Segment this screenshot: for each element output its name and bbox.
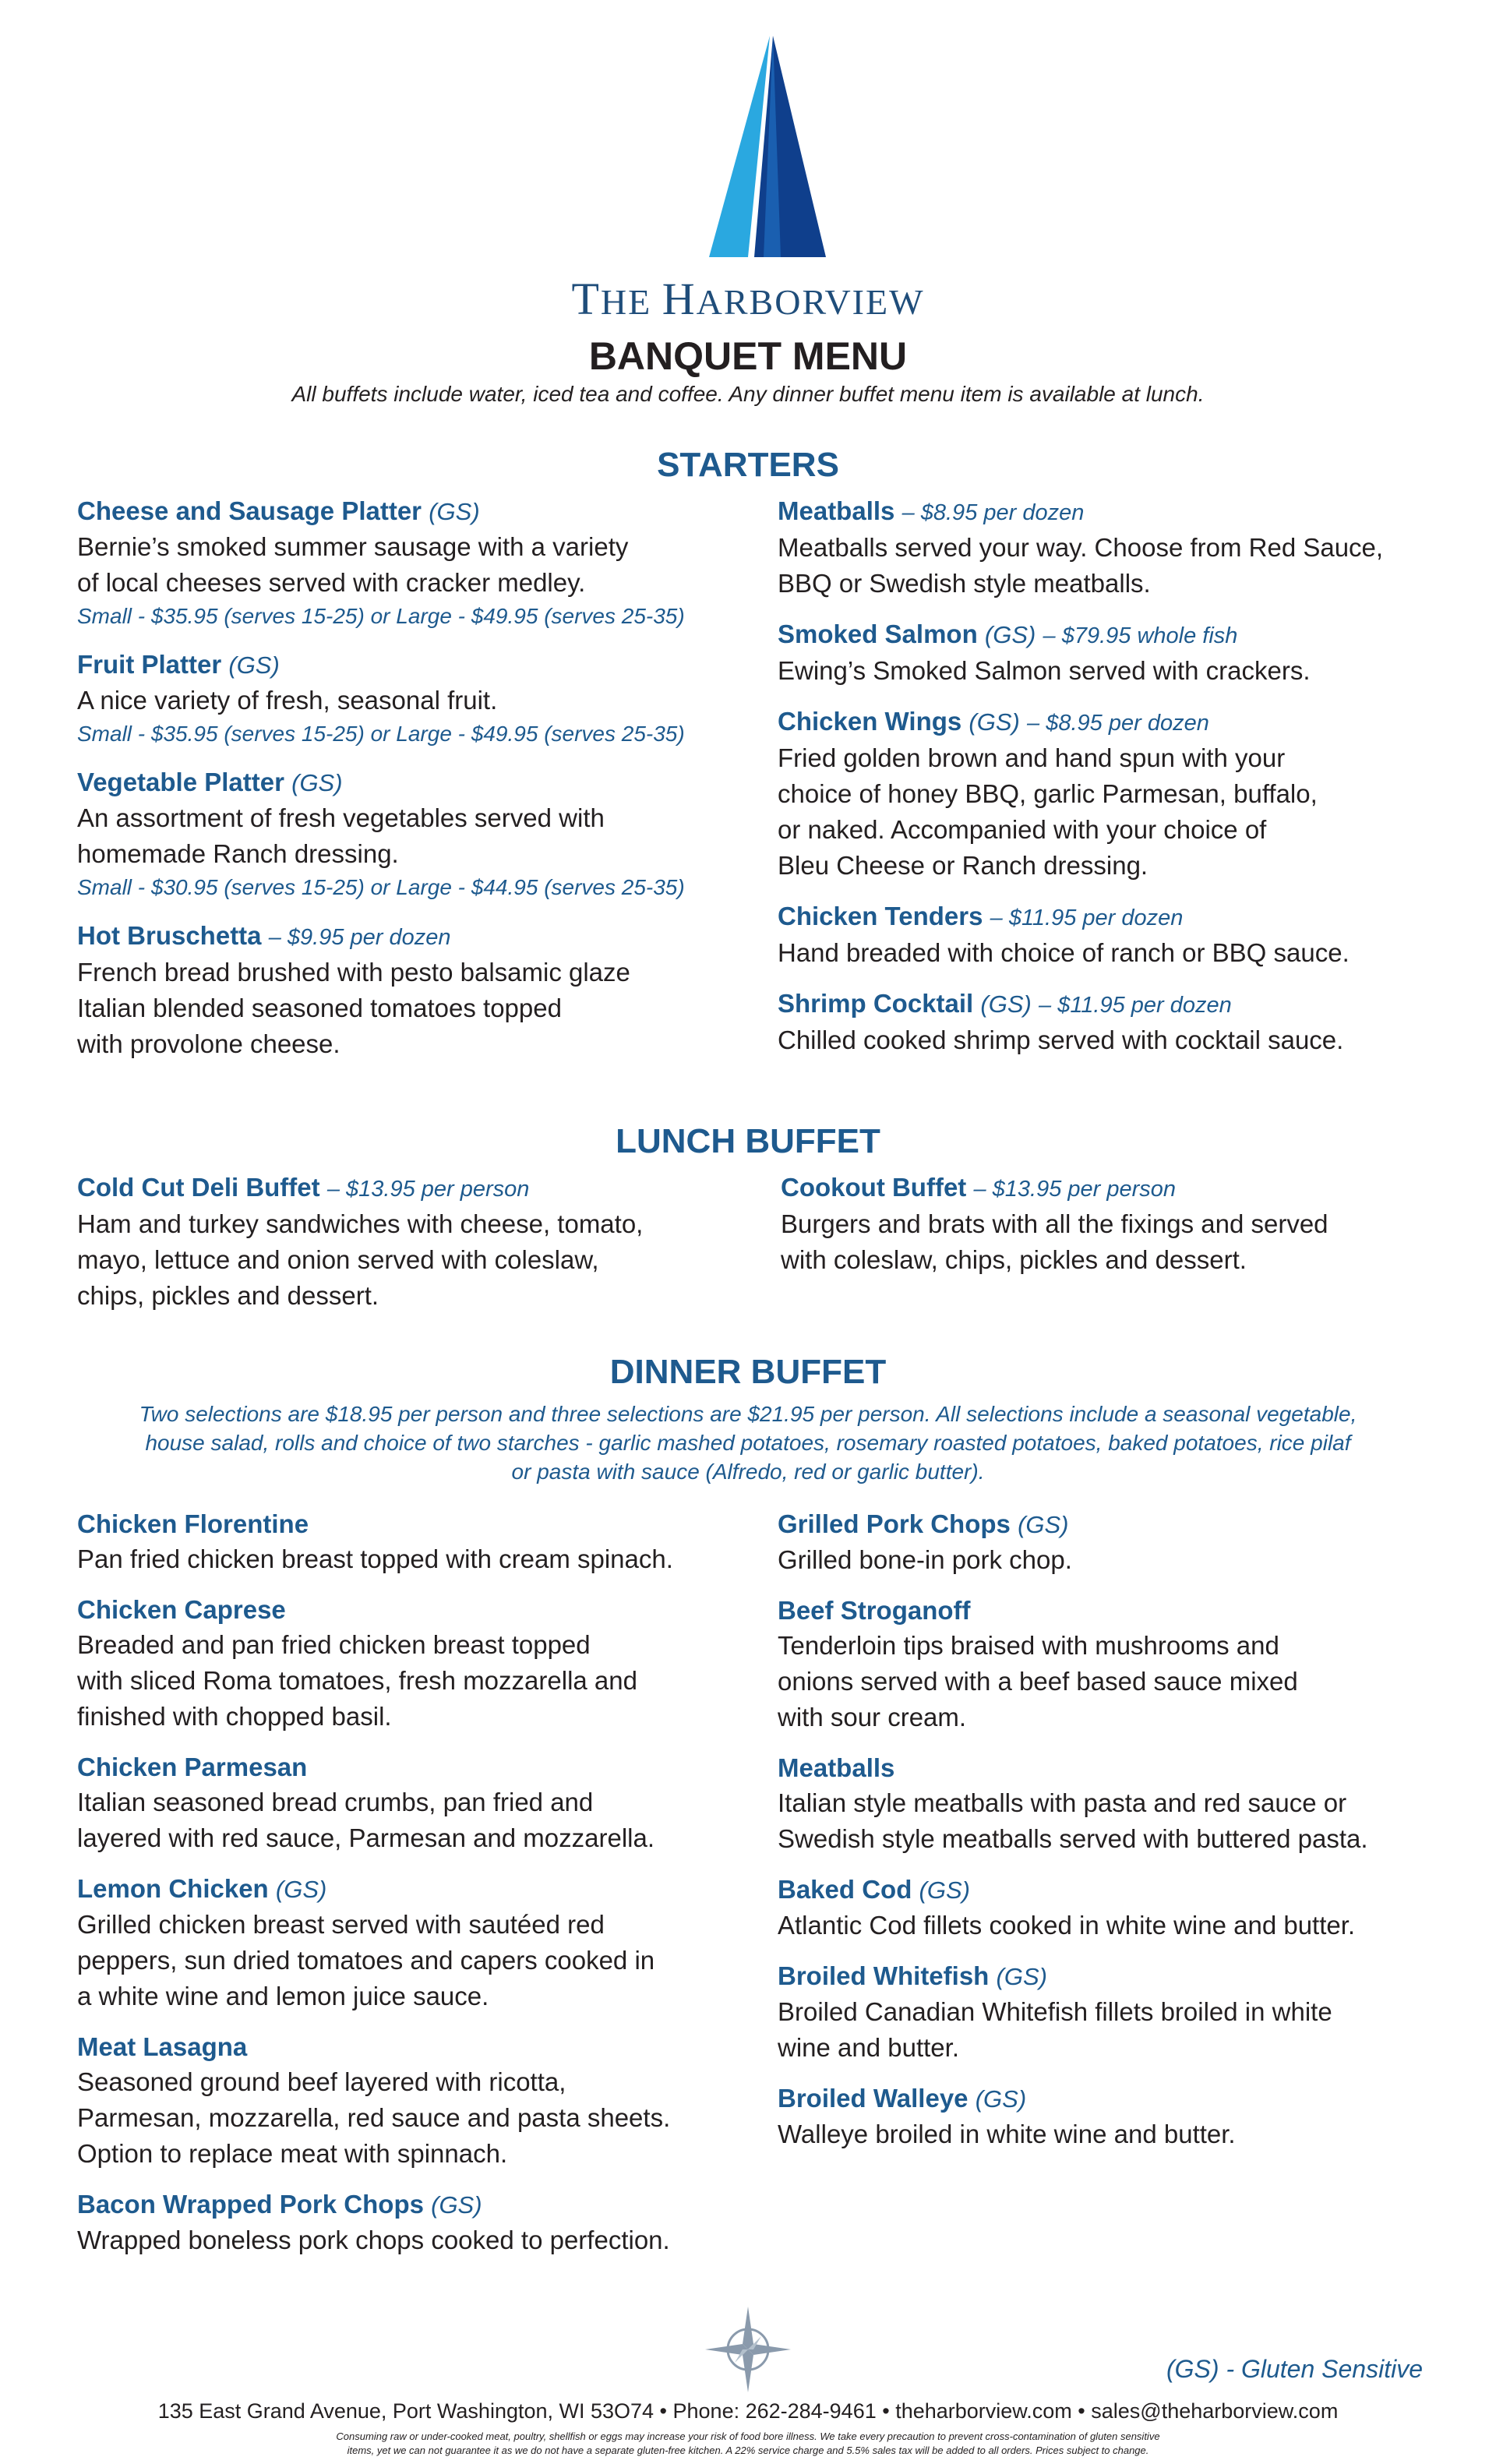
gluten-sensitive-tag: (GS) — [984, 621, 1036, 648]
contact-address: 135 East Grand Avenue, Port Washington, WI 53O74 • Phone: 262-284-9461 • theharborview.com • sales@theharborview.com — [157, 2399, 1339, 2423]
menu-item-name: Beef Stroganoff — [778, 1596, 971, 1625]
menu-item-name: Chicken Florentine — [77, 1509, 309, 1538]
menu-item-grilled-pork-chops — [778, 1507, 1432, 1578]
menu-item-shrimp-cocktail — [778, 987, 1432, 1058]
disclaimer: Consuming raw or under-cooked meat, poultry, shellfish or eggs may increase your risk of food bore illness. We take every precaution to prevent cross-contamination of gluten sensitive items, yet we can not guarantee it as we do not have a separate gluten-free kitchen. A 22% service charge and 5.5% sales tax will be added to all orders. Prices subject to change. — [336, 2430, 1160, 2456]
menu-item-description: French bread brushed with pesto balsamic glaze — [77, 958, 630, 987]
menu-item-fruit-platter — [77, 648, 747, 750]
page-title: BANQUET MENU — [588, 334, 908, 378]
menu-item-description: Breaded and pan fried chicken breast topped — [77, 1630, 591, 1659]
menu-item-name: Cheese and Sausage Platter — [77, 496, 422, 525]
menu-item-broiled-whitefish — [778, 1959, 1432, 2066]
menu-item-name: Broiled Whitefish — [778, 1961, 990, 1990]
dinner-left-column — [77, 1507, 747, 2274]
menu-item-chicken-caprese — [77, 1593, 747, 1735]
menu-item-description: BBQ or Swedish style meatballs. — [778, 569, 1151, 598]
menu-item-price: – $13.95 per person — [326, 1177, 530, 1202]
dinner-intro: Two selections are $18.95 per person and three selections are $21.95 per person. All selections include a seasonal vegetable, house salad, rolls and choice of two starches - garlic mashed potatoes, rosemary roasted potatoes, baked potatoes, rice pilaf or pasta with sauce (Alfredo, red or garlic butter). — [139, 1402, 1357, 1484]
menu-item-heading — [77, 765, 747, 800]
menu-item-description: mayo, lettuce and onion served with coleslaw, — [77, 1245, 599, 1274]
menu-item-hot-bruschetta — [77, 919, 747, 1062]
menu-item-smoked-salmon — [778, 617, 1432, 689]
menu-item-price: – $8.95 per dozen — [901, 500, 1085, 525]
menu-item-heading — [77, 1750, 747, 1784]
menu-item-heading — [778, 987, 1432, 1022]
menu-item-vegetable-platter — [77, 765, 747, 903]
lunch-heading: LUNCH BUFFET — [616, 1122, 880, 1160]
menu-item-heading — [778, 1959, 1432, 1994]
menu-item-heading — [781, 1170, 1435, 1206]
menu-item-size-pricing: Small - $30.95 (serves 15-25) or Large - $44.95 (serves 25-35) — [77, 875, 685, 899]
compass-rose-icon — [705, 2307, 791, 2392]
menu-item-chicken-florentine — [77, 1507, 747, 1577]
menu-item-description: choice of honey BBQ, garlic Parmesan, buffalo, — [778, 779, 1318, 808]
menu-item-heading — [778, 704, 1432, 740]
menu-item-name: Smoked Salmon — [778, 620, 978, 648]
menu-item-name: Grilled Pork Chops — [778, 1509, 1011, 1538]
menu-item-name: Meat Lasagna — [77, 2032, 248, 2061]
menu-item-heading — [778, 1594, 1432, 1628]
menu-item-name: Cookout Buffet — [781, 1173, 967, 1202]
brand-name: THE HARBORVIEW — [571, 274, 925, 324]
menu-item-name: Vegetable Platter — [77, 768, 284, 796]
menu-item-beef-stroganoff — [778, 1594, 1432, 1735]
menu-item-description: or naked. Accompanied with your choice of — [778, 815, 1267, 844]
menu-item-price: – $79.95 whole fish — [1043, 623, 1238, 648]
menu-item-description: Pan fried chicken breast topped with cream spinach. — [77, 1544, 673, 1573]
menu-item-description: Meatballs served your way. Choose from Red Sauce, — [778, 533, 1384, 562]
sailboat-logo-icon — [647, 31, 849, 265]
gluten-sensitive-tag: (GS) — [275, 1876, 327, 1903]
menu-item-heading — [77, 648, 747, 683]
menu-item-heading — [778, 1507, 1432, 1542]
starters-left-column — [77, 494, 747, 1078]
menu-item-description: onions served with a beef based sauce mixed — [778, 1667, 1298, 1696]
lunch-right-column — [781, 1170, 1435, 1294]
menu-item-lemon-chicken — [77, 1872, 747, 2014]
menu-item-description: Fried golden brown and hand spun with your — [778, 743, 1286, 772]
menu-item-description: with sliced Roma tomatoes, fresh mozzarella and — [77, 1666, 637, 1695]
menu-item-description: finished with chopped basil. — [77, 1702, 392, 1731]
menu-item-description: Chilled cooked shrimp served with cocktail sauce. — [778, 1025, 1344, 1054]
menu-item-chicken-parmesan — [77, 1750, 747, 1856]
menu-item-description: Italian seasoned bread crumbs, pan fried and — [77, 1788, 594, 1816]
menu-item-broiled-walleye — [778, 2081, 1432, 2152]
menu-item-name: Lemon Chicken — [77, 1874, 269, 1903]
menu-item-price: – $11.95 per dozen — [1039, 993, 1232, 1018]
menu-item-description: with coleslaw, chips, pickles and dessert. — [781, 1245, 1247, 1274]
menu-item-description: A nice variety of fresh, seasonal fruit. — [77, 686, 498, 715]
menu-item-baked-cod — [778, 1873, 1432, 1943]
menu-item-chicken-tenders — [778, 899, 1432, 971]
starters-heading: STARTERS — [657, 446, 839, 484]
menu-item-cold-cut-deli-buffet — [77, 1170, 747, 1314]
menu-item-description: Italian blended seasoned tomatoes topped — [77, 994, 562, 1022]
menu-item-description: a white wine and lemon juice sauce. — [77, 1982, 489, 2010]
dinner-heading: DINNER BUFFET — [609, 1353, 887, 1391]
menu-item-description: with provolone cheese. — [77, 1029, 340, 1058]
menu-item-description: homemade Ranch dressing. — [77, 839, 399, 868]
menu-item-name: Fruit Platter — [77, 650, 222, 679]
menu-item-heading — [778, 1751, 1432, 1785]
menu-item-description: peppers, sun dried tomatoes and capers cooked in — [77, 1946, 655, 1975]
gluten-sensitive-note: (GS) - Gluten Sensitive — [1166, 2355, 1423, 2383]
menu-item-name: Meatballs — [778, 496, 895, 525]
menu-item-description: Italian style meatballs with pasta and red sauce or — [778, 1788, 1347, 1817]
menu-item-name: Chicken Caprese — [77, 1595, 286, 1624]
menu-item-price: – $9.95 per dozen — [268, 925, 451, 950]
gluten-sensitive-tag: (GS) — [969, 708, 1020, 736]
gluten-sensitive-tag: (GS) — [429, 498, 480, 525]
menu-item-heading — [77, 919, 747, 955]
menu-item-description: Burgers and brats with all the fixings and served — [781, 1209, 1328, 1238]
menu-item-description: layered with red sauce, Parmesan and mozzarella. — [77, 1823, 655, 1852]
menu-item-size-pricing: Small - $35.95 (serves 15-25) or Large - $49.95 (serves 25-35) — [77, 604, 685, 628]
menu-item-heading — [778, 1873, 1432, 1908]
menu-item-heading — [77, 1593, 747, 1627]
menu-item-name: Hot Bruschetta — [77, 921, 262, 950]
menu-item-description: An assortment of fresh vegetables served with — [77, 803, 605, 832]
menu-item-description: Ham and turkey sandwiches with cheese, tomato, — [77, 1209, 644, 1238]
menu-item-bacon-wrapped-pork-chops — [77, 2187, 747, 2258]
dinner-right-column — [778, 1507, 1432, 2168]
menu-item-description: with sour cream. — [778, 1703, 967, 1732]
menu-item-price: – $8.95 per dozen — [1027, 711, 1209, 736]
menu-item-description: Option to replace meat with spinnach. — [77, 2139, 508, 2168]
menu-item-description: Broiled Canadian Whitefish fillets broiled in white — [778, 1997, 1332, 2026]
menu-item-description: Hand breaded with choice of ranch or BBQ sauce. — [778, 938, 1350, 967]
gluten-sensitive-tag: (GS) — [980, 990, 1032, 1018]
page-subtitle: All buffets include water, iced tea and coffee. Any dinner buffet menu item is available at lunch. — [291, 382, 1205, 406]
gluten-sensitive-tag: (GS) — [228, 651, 280, 679]
menu-item-name: Baked Cod — [778, 1875, 912, 1904]
menu-item-description: Wrapped boneless pork chops cooked to perfection. — [77, 2226, 670, 2254]
menu-item-heading — [77, 1170, 747, 1206]
menu-item-description: Bleu Cheese or Ranch dressing. — [778, 851, 1148, 880]
menu-item-description: Parmesan, mozzarella, red sauce and pasta sheets. — [77, 2103, 671, 2132]
menu-item-heading — [77, 1507, 747, 1541]
menu-item-heading — [778, 2081, 1432, 2116]
menu-item-size-pricing: Small - $35.95 (serves 15-25) or Large - $49.95 (serves 25-35) — [77, 722, 685, 746]
menu-item-name: Chicken Wings — [778, 707, 962, 736]
gluten-sensitive-tag: (GS) — [975, 2085, 1027, 2113]
menu-item-name: Chicken Tenders — [778, 902, 983, 930]
gluten-sensitive-tag: (GS) — [1018, 1511, 1069, 1538]
menu-item-name: Chicken Parmesan — [77, 1753, 308, 1781]
menu-item-name: Shrimp Cocktail — [778, 989, 974, 1018]
starters-right-column — [778, 494, 1432, 1074]
menu-item-heading — [778, 494, 1432, 530]
menu-item-name: Bacon Wrapped Pork Chops — [77, 2190, 424, 2219]
menu-item-name: Broiled Walleye — [778, 2084, 969, 2113]
lunch-left-column — [77, 1170, 747, 1329]
menu-item-meatballs — [778, 494, 1432, 602]
menu-item-description: Tenderloin tips braised with mushrooms and — [778, 1631, 1279, 1660]
gluten-sensitive-tag: (GS) — [919, 1876, 970, 1904]
menu-item-cookout-buffet — [781, 1170, 1435, 1278]
menu-item-name: Meatballs — [778, 1753, 895, 1782]
menu-item-price: – $11.95 per dozen — [990, 905, 1184, 930]
menu-item-description: wine and butter. — [778, 2033, 959, 2062]
logo — [0, 31, 1496, 325]
menu-item-description: Seasoned ground beef layered with ricotta, — [77, 2067, 566, 2096]
gluten-sensitive-tag: (GS) — [291, 769, 343, 796]
menu-item-heading — [77, 494, 747, 529]
menu-item-description: Ewing’s Smoked Salmon served with crackers. — [778, 656, 1311, 685]
menu-item-name: Cold Cut Deli Buffet — [77, 1173, 320, 1202]
menu-item-heading — [778, 617, 1432, 653]
gluten-sensitive-tag: (GS) — [431, 2191, 482, 2219]
menu-item-description: Grilled chicken breast served with sautéed red — [77, 1910, 605, 1939]
menu-item-cheese-and-sausage-platter — [77, 494, 747, 632]
menu-item-heading — [77, 2187, 747, 2222]
menu-item-description: Bernie’s smoked summer sausage with a variety — [77, 532, 629, 561]
menu-item-heading — [77, 1872, 747, 1907]
menu-item-price: – $13.95 per person — [973, 1177, 1177, 1202]
menu-item-description: Walleye broiled in white wine and butter. — [778, 2120, 1236, 2148]
menu-item-heading — [778, 899, 1432, 935]
menu-item-heading — [77, 2030, 747, 2064]
gluten-sensitive-tag: (GS) — [996, 1963, 1047, 1990]
menu-item-description: Grilled bone-in pork chop. — [778, 1545, 1072, 1574]
menu-item-description: Atlantic Cod fillets cooked in white wine and butter. — [778, 1911, 1356, 1940]
menu-item-description: of local cheeses served with cracker medley. — [77, 568, 586, 597]
menu-item-meatballs — [778, 1751, 1432, 1857]
menu-item-meat-lasagna — [77, 2030, 747, 2172]
menu-item-description: chips, pickles and dessert. — [77, 1281, 379, 1310]
menu-item-description: Swedish style meatballs served with buttered pasta. — [778, 1824, 1368, 1853]
menu-item-chicken-wings — [778, 704, 1432, 884]
